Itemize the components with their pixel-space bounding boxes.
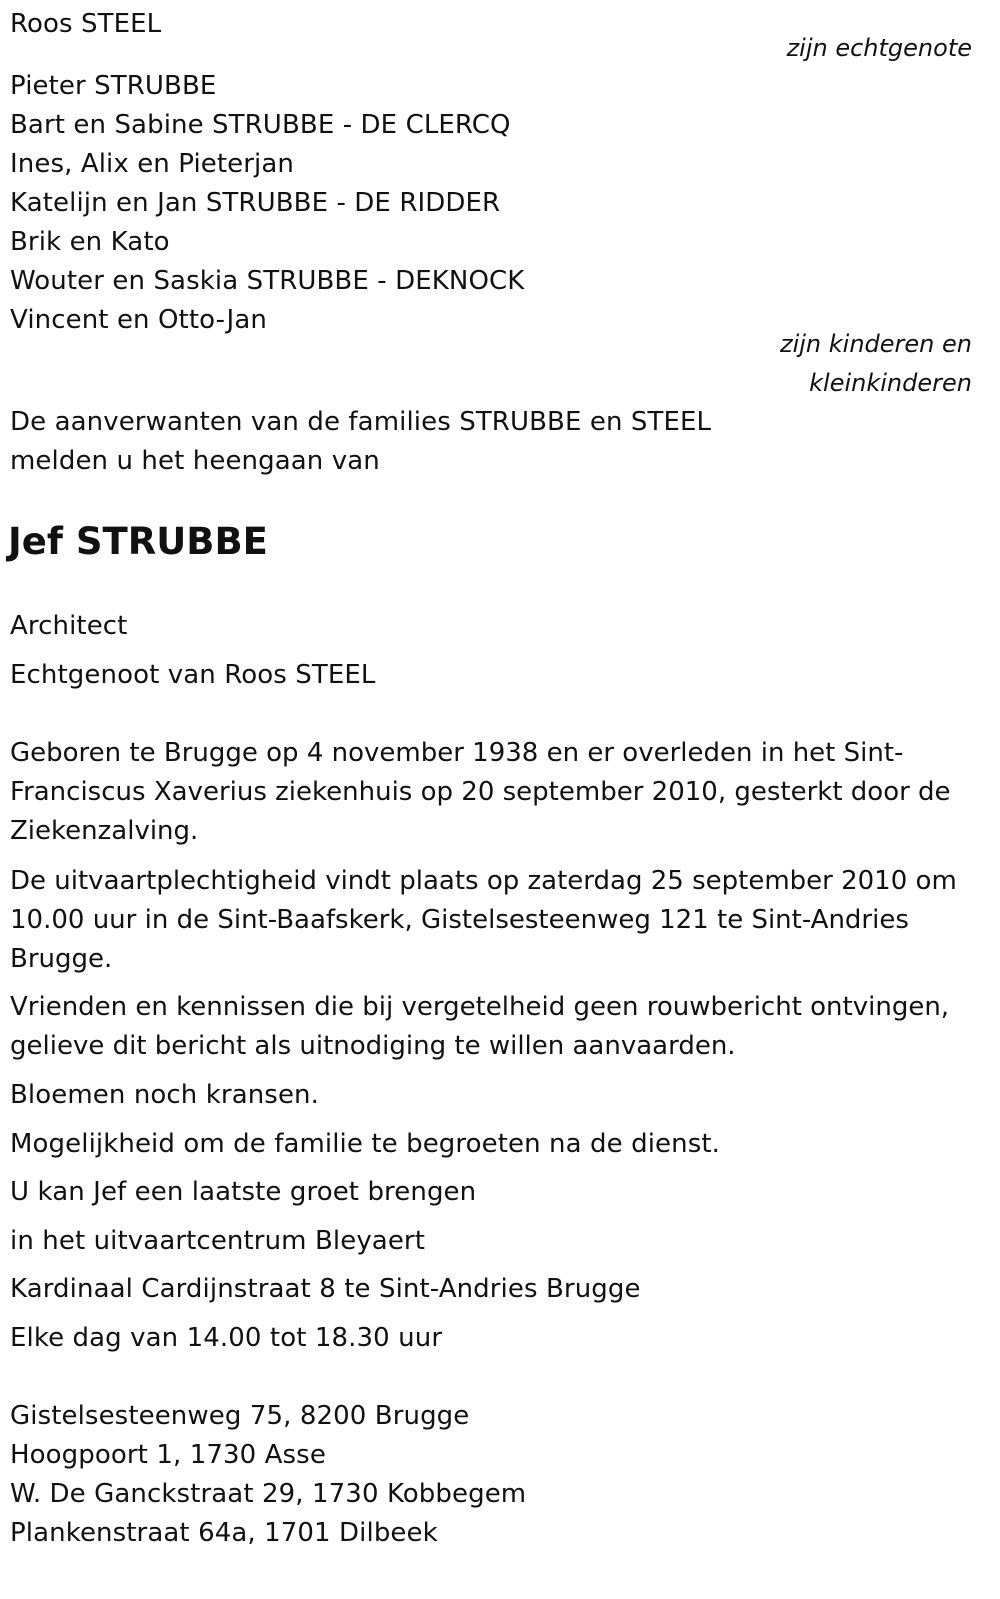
funeral-paragraph: De uitvaartplechtigheid vindt plaats op zaterdag 25 september 2010 om 10.00 uur in de Sint-Baafskerk, Gistelsesteenweg 121 te Sint-Andries Brugge.: [10, 866, 957, 974]
family-line: Bart en Sabine STRUBBE - DE CLERCQ: [10, 110, 511, 140]
family-line: Wouter en Saskia STRUBBE - DEKNOCK: [10, 266, 525, 296]
address-line: Gistelsesteenweg 75, 8200 Brugge: [10, 1401, 470, 1431]
announcement-line1: De aanverwanten van de families STRUBBE en STEEL: [10, 407, 712, 437]
children-role-line1: zijn kinderen en: [780, 330, 972, 358]
family-line: Katelijn en Jan STRUBBE - DE RIDDER: [10, 188, 501, 218]
address-line: Hoogpoort 1, 1730 Asse: [10, 1440, 326, 1470]
family-line: Vincent en Otto-Jan: [10, 305, 267, 335]
visit-line: U kan Jef een laatste groet brengen: [10, 1177, 477, 1207]
greeting-line: Mogelijkheid om de familie te begroeten na de dienst.: [10, 1129, 721, 1159]
family-line: Brik en Kato: [10, 227, 170, 257]
children-role-line2: kleinkinderen: [809, 369, 972, 397]
deceased-profession: Architect: [10, 611, 128, 641]
friends-paragraph: Vrienden en kennissen die bij vergetelheid geen rouwbericht ontvingen, gelieve dit bericht als uitnodiging te willen aanvaarden.: [10, 992, 950, 1061]
birth-death-paragraph: Geboren te Brugge op 4 november 1938 en er overleden in het Sint-Franciscus Xaverius ziekenhuis op 20 september 2010, gesterkt door de Ziekenzalving.: [10, 738, 951, 846]
spouse-name: Roos STEEL: [10, 9, 162, 39]
visit-line: in het uitvaartcentrum Bleyaert: [10, 1226, 426, 1256]
deceased-name: Jef STRUBBE: [8, 520, 268, 563]
announcement-line2: melden u het heengaan van: [10, 446, 380, 476]
spouse-role: zijn echtgenote: [786, 34, 972, 62]
flowers-line: Bloemen noch kransen.: [10, 1080, 319, 1110]
visit-line: Kardinaal Cardijnstraat 8 te Sint-Andries Brugge: [10, 1274, 641, 1304]
family-line: Pieter STRUBBE: [10, 71, 217, 101]
address-line: Plankenstraat 64a, 1701 Dilbeek: [10, 1518, 438, 1548]
family-line: Ines, Alix en Pieterjan: [10, 149, 294, 179]
visit-line: Elke dag van 14.00 tot 18.30 uur: [10, 1323, 443, 1353]
deceased-spouse-of: Echtgenoot van Roos STEEL: [10, 660, 376, 690]
address-line: W. De Ganckstraat 29, 1730 Kobbegem: [10, 1479, 527, 1509]
